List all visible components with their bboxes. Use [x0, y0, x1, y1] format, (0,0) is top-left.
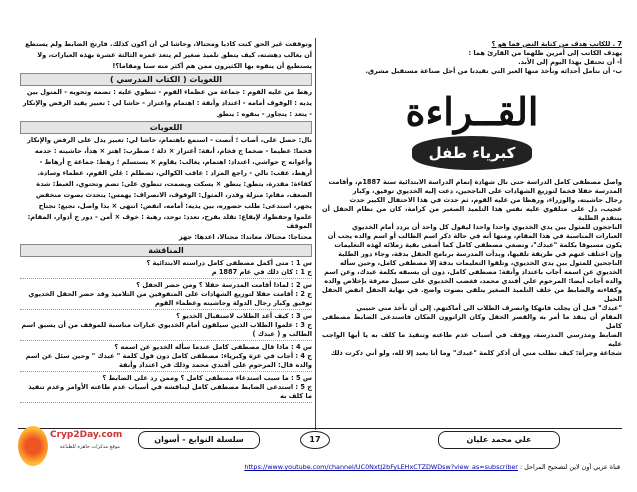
- page-number: 17: [300, 431, 330, 449]
- channel-link[interactable]: https://www.youtube.com/channel/UC0NxtJ2bFyLEHxCTZDWDsw?view_as=subscriber: [244, 463, 518, 471]
- story-line: الخديوي عن اسمه أجاب باعتداد وأنفة: مصطفى كامل، دون أن يسبقه بكلمة عبدك، وعن اسم: [324, 268, 622, 276]
- story-line: والده أجاب أيضا: المرحوم علي أفندي محمد، فغضب الخديوي على سبيل معرفة بإخلاص والده: [324, 277, 622, 285]
- qa-item: [20, 374, 312, 403]
- story-line: وإن اختلف عنهم في طريقة تلقيها، وبدأت المدرسة برنامج الحفل بدقة، وجاء دور الطلبة: [338, 250, 622, 258]
- section-title-vocab: اللغويات: [20, 121, 312, 134]
- vocab: [20, 136, 312, 242]
- story-line: الناجحين للمثول بين يدي الخديوي، وتلقوا التعليمات بدقة إلا مصطفى كامل، وحين سأله: [340, 259, 622, 267]
- vocab-line: أرهط، عقب: تالي - راجع المراد : عاقب الكوالي، تضطلم : غلي القوم، عظماء وسادة.: [37, 169, 312, 177]
- story-line: المقام أن ينقذ ما أمر به والقصر الحفل وكان الزانوون المكان فاستدعى الضابط مصطفى كامل: [322, 313, 622, 330]
- story-line: عجيب، دل على متلقوي عليه نفس هذا التلميذ الصغير من كرامة، كان من نظام الحفل أن ينتقدم الطلبة: [322, 205, 622, 222]
- story-line: وكفاءته والضابط من خلف التلميذ الصغير يتلقى بصوت واضح. في نهاية الحفل انفض الحفل الحيل: [322, 286, 622, 303]
- answer: ج 2 : أقامت حفلا لتوزيع الشهادات على المتفوقين من التلاميذ وقد حضر الحفل الخديوي توفيق وكبار رجال الدولة وحاشيته وعظماء القوم: [28, 290, 312, 307]
- series-label: سلسلة النوابغ - أسوان: [138, 431, 260, 449]
- story-line: واصل مصطفى كامل الدراسة حتى نال شهادة إتمام الدراسة الابتدائية سنة 1887م، وأقامت: [328, 178, 622, 186]
- answer: ج 1 : كان ذلك في عام 1887 م: [211, 268, 312, 276]
- vocab-line: وأعوانه ج حواشي، اعتداد: اهتمام، يغالب: يقاوم × يستسلم ؛ رهط: جماعة ج أرهاط -: [39, 158, 312, 166]
- intro-line: وتوقفت غير الحق كنت كاذبا ومحتالا، وحاشا لي أن أكون كذلك. فارتج الضابط ولم يستطع: [25, 40, 312, 48]
- answer: يهدف الكاتب إلى أمرين ظلهما من القارئ هما :: [468, 49, 622, 57]
- question: س 1 : متى أكمل مصطفى كامل دراسته الابتدائية ؟: [146, 259, 312, 267]
- intro-line: أن يغالب دهشته، كيف يتطق تلميذ صغير لم يتعد عمره الثالثة عشرة بهذه العبارات، ولا: [37, 51, 312, 59]
- intro-paragraph: [20, 40, 312, 71]
- qa-item: [20, 281, 312, 310]
- vocab-line: محتاجا: محتالا، معاندا: محتالا، اعدها: جهز: [178, 233, 312, 241]
- answer-point: أ- أن تحتفل بهذا اليوم إلى الأبد.: [518, 58, 622, 66]
- bottom-channel-line: [130, 463, 620, 471]
- logo-name: Cryp2Day.com: [50, 430, 123, 440]
- vocab-line: كفاءة: مقدرة، يتطق: ينطق × يسكت ويصمت، تنطوي على: تضم وتحتوي، الغبط: شدة: [36, 180, 312, 188]
- vocab-line: فخما: عظيما - ضخما ج فخام، أنفة: أعتزاز × ذلة ؛ ضطرب: اهتز × هدأ، حاشيته : خدمه: [34, 147, 312, 155]
- story-line: رجال حاشيته، والوزراء، ورهطا من عليه القوم، ثم حدث في هذا الاحتفال الكبير حدث: [349, 196, 622, 204]
- top-question: [322, 40, 622, 76]
- qa-item: [20, 312, 312, 341]
- channel-label: قناة عربي أون لاين لتصحيح المراحل :: [519, 463, 620, 471]
- vocab-line: رهط من عليه القوم : جماعة من عظماء القوم - تنطوي عليه : تضمه وتحويه - المتول بين: [26, 88, 312, 96]
- site-logo[interactable]: [18, 420, 128, 478]
- story-line: الناجحون للمثول بين يدي الخديوي واحدا واحدا ليقول كل واحد أن يردد أمام الخديوي: [351, 223, 622, 231]
- author-name: علي محمد عليان: [438, 431, 560, 449]
- section-title-discussion: المناقشة: [20, 244, 312, 257]
- textbook-vocab: [20, 88, 312, 119]
- story-line: يكون مسبوقا بكلمة "عبدك"، وتصغي مصطفى كامل كما أصغى بقية زملائه لهذه التعليمات: [334, 241, 622, 249]
- answer: ج 4 : أجاب في عزة وكبرياء: مصطفى كامل دون قول كلمة " عبدك " وحين سئل عن اسم والده قال: المرحوم على أفندي محمد وذلك في اعتداد وأنفة: [25, 352, 312, 369]
- question: س 5 : ما سبب استدعاء مصطفى كامل ؟ وممن رد على الضابط ؟: [102, 374, 312, 382]
- story-line: "عبدك" قبل أن يجلب فانهكا وانصرف الطلاب الى أماكنهم. إلى أن تأخذ مني حبيبي: [356, 304, 622, 312]
- vocab-line: علموا وحفظوا، لإيقاع: تقلد بفرح، تعدد: توحد، رهبة : خوف × أمن - دور ج أدوار، المقام: الموقف: [27, 213, 312, 230]
- vocab-line: يديه : الوقوف أمامه - اعتداد وأنفة : اهتمام واعتزاز - حاشا لي : تعبير يفيد الرفض والإنكار: [22, 99, 312, 107]
- vocab-line: - يتعد : يتجاوز - ينفوه : ينطق: [216, 110, 312, 118]
- question: س 3 : كيف أعد الطلاب لاستقبال الخديو ؟: [176, 312, 312, 320]
- lesson-title-badge: كبرياء طفل: [412, 136, 532, 170]
- story-line: الضابط ومدرسي المدرسة، ووقف في أسباب عدم طاعته وتنفيذ ما كلف به يا أيها الواجب عليه: [322, 331, 622, 348]
- left-column: [20, 40, 312, 435]
- story-line: العبارات المناسبة في هذا المقام، ومنها أنه في حالة ذكر اسم الطالب أو اسم والده يجب أن: [327, 232, 622, 240]
- question: س 4 : ماذا قال مصطفى كامل عندما سأله الخديو عن اسمه ؟: [114, 343, 312, 351]
- vocab-line: يجهر، استدعى: طلب حضوره، بين يديه: أمامه، انفض: انتهى × بدا واصل، تجيع: تجتاح: [38, 202, 312, 210]
- main-title: القــراءة: [405, 89, 539, 134]
- discussion-list: [20, 259, 312, 403]
- logo-tagline: موقع مذكرات جاهزة للطباعة: [59, 444, 120, 450]
- answer: ج 3 : علموا الطلاب الذين سيلقون أمام الخديوي عبارات مناسبة للموقف من أن يسبق اسم الطالب و ( عبدك ): [21, 321, 312, 338]
- logo-icon: [18, 426, 48, 466]
- question: س 2 : لماذا أقامت المدرسة حفلا ؟ ومن حضر الحفل ؟: [136, 281, 312, 289]
- story-paragraph: [322, 178, 622, 358]
- vocab-line: نال: حصل على، أصاب ؛ أنصت - استمع باهتمام، حاشا لي: تعبير يدل على الرفض والإنكار: [27, 136, 312, 144]
- vocab-line: الضعف، مقام: منزلة وقدر، المثول: الوقوف، الانصراف: يهمس: يتحدث بصوت منخفض: [35, 191, 312, 199]
- right-column: [322, 40, 622, 435]
- story-line: شجاعة وجرأة: كيف تطلب مني أن أذكر كلمة "عبدك" وما أنا بعبد إلا لله، ولو أني ذكرت ذلك: [330, 349, 622, 357]
- intro-line: يستطيع أن ينفوه بها الكثيرون ممن هم أكثر منه سنا ومقاما؟!: [112, 62, 312, 70]
- answer-point: ب- أن نتأمل أحداثه ونأخذ منها العبر التي تقيدنا من أجل صناعة مستقبل مشرق.: [365, 67, 622, 75]
- title-block: [322, 90, 622, 170]
- qa-item: [20, 343, 312, 372]
- question: 7 . للكاتب هدف من كتابة النص فما هو ؟: [491, 40, 622, 48]
- qa-item: [20, 259, 312, 279]
- column-divider: [315, 38, 316, 430]
- section-title-textbook-vocab: اللغويات ( الكتاب المدرسي ): [20, 73, 312, 86]
- story-line: المدرسة حفلا فخما لتوزيع الشهادات على الناجحين، دعت إليه الخديوي توفيق، وكبار: [352, 187, 622, 195]
- answer: ج 5 : استدعى الضابط مصطفى كامل ليناقشه في أسباب عدم طاعته الأوامر وعدم تنفيذ ما كلف به: [28, 383, 312, 400]
